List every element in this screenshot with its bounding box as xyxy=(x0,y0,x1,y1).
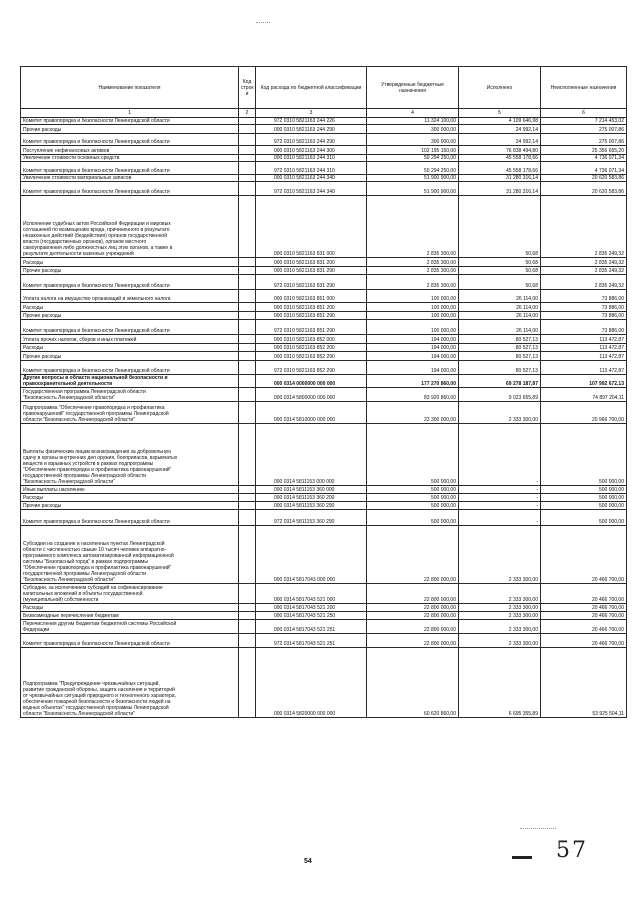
row-indicator-name: Прочие расходы xyxy=(21,502,239,510)
row-indicator-name: Расходы xyxy=(21,494,239,502)
row-remaining-amount: 20 466 700,00 xyxy=(541,584,627,604)
row-indicator-name: Подпрограмма "Предупреждение чрезвычайных ситуаций, развитие гражданской обороны, защита населения и территорий от чрезвычайных ситуаций природного и техногенного характера, обеспечение пожарной безопасности и безопасности людей на водных объектах" государственной программы Ленинградской области "Безопасность Ленинградской области" xyxy=(21,648,239,718)
table-row xyxy=(21,634,627,648)
column-number: 5 xyxy=(459,109,541,118)
row-budget-code: 000 0314 5800000 000 000 xyxy=(256,388,367,402)
header-remaining: Неисполненные назначения xyxy=(541,67,627,109)
row-executed-amount: - xyxy=(459,494,541,502)
row-line-code xyxy=(239,612,256,620)
table-row xyxy=(21,303,627,312)
row-budget-code: 000 0310 5821163 831 200 xyxy=(256,258,367,267)
row-executed-amount: 2 333 300,00 xyxy=(459,612,541,620)
row-budget-code: 000 0310 5821163 851 290 xyxy=(256,312,367,320)
row-remaining-amount: 73 886,00 xyxy=(541,303,627,312)
row-remaining-amount: 20 620 583,86 xyxy=(541,175,627,182)
row-approved-amount: 194 000,00 xyxy=(367,335,459,344)
row-remaining-amount: 113 472,87 xyxy=(541,344,627,352)
row-approved-amount: 2 835 300,00 xyxy=(367,196,459,258)
row-budget-code: 972 0310 5821163 244 226 xyxy=(256,118,367,125)
row-executed-amount: 31 280 316,14 xyxy=(459,182,541,196)
row-executed-amount: - xyxy=(459,486,541,494)
row-approved-amount: 22 800 000,00 xyxy=(367,604,459,612)
table-row xyxy=(21,290,627,303)
row-remaining-amount: 73 886,00 xyxy=(541,312,627,320)
table-row xyxy=(21,175,627,182)
handwritten-dash xyxy=(512,856,532,859)
row-approved-amount: 100 000,00 xyxy=(367,303,459,312)
row-line-code xyxy=(239,634,256,648)
row-executed-amount: 2 333 300,00 xyxy=(459,584,541,604)
row-approved-amount: 500 000,00 xyxy=(367,424,459,486)
row-remaining-amount: 107 992 672,13 xyxy=(541,375,627,388)
row-approved-amount: 194 000,00 xyxy=(367,344,459,352)
row-line-code xyxy=(239,494,256,502)
row-executed-amount: 69 278 187,87 xyxy=(459,375,541,388)
row-budget-code: 000 0314 5817043 000 000 xyxy=(256,526,367,584)
row-budget-code: 000 0310 5821163 851 000 xyxy=(256,290,367,303)
row-approved-amount: 11 324 100,00 xyxy=(367,118,459,125)
row-indicator-name: Расходы xyxy=(21,303,239,312)
row-remaining-amount: 113 472,87 xyxy=(541,361,627,375)
row-remaining-amount: 4 736 071,34 xyxy=(541,155,627,162)
row-approved-amount: 51 900 900,00 xyxy=(367,182,459,196)
budget-execution-table xyxy=(20,66,627,718)
column-number: 4 xyxy=(367,109,459,118)
row-executed-amount: 6 695 355,89 xyxy=(459,648,541,718)
row-budget-code: 000 0314 5811153 360 200 xyxy=(256,494,367,502)
row-executed-amount: 50,68 xyxy=(459,196,541,258)
row-budget-code: 000 0310 5821163 831 290 xyxy=(256,267,367,275)
row-indicator-name: Выплаты физическим лицам вознаграждения за добровольную сдачу в органы внутренних дел оружия, боеприпасов, взрывчатых веществ и взрывных устройств в рамках подпрограммы "Обеспечение правопорядка и профилактика правонарушений" государственной программы Ленинградской области "Безопасность Ленинградской области" xyxy=(21,424,239,486)
sheet-stamp-number: 57 xyxy=(556,838,588,863)
row-line-code xyxy=(239,344,256,352)
row-line-code xyxy=(239,312,256,320)
row-executed-amount: 2 333 300,00 xyxy=(459,620,541,634)
row-budget-code: 972 0310 5821163 831 290 xyxy=(256,275,367,290)
row-indicator-name: Подпрограмма "Обеспечение правопорядка и профилактика правонарушений" государственной программы Ленинградской области "Безопасность Ленинградской области" xyxy=(21,402,239,424)
row-approved-amount: 22 800 000,00 xyxy=(367,634,459,648)
row-remaining-amount: 74 897 204,11 xyxy=(541,388,627,402)
row-approved-amount: 2 835 300,00 xyxy=(367,275,459,290)
scan-artifact xyxy=(256,22,270,23)
row-remaining-amount: 500 000,00 xyxy=(541,502,627,510)
row-executed-amount: 50,68 xyxy=(459,275,541,290)
row-indicator-name: Другие вопросы в области национальной безопасности и правоохранительной деятельности xyxy=(21,375,239,388)
scan-artifact xyxy=(520,828,556,829)
row-line-code xyxy=(239,361,256,375)
row-line-code xyxy=(239,375,256,388)
row-executed-amount: - xyxy=(459,510,541,526)
row-approved-amount: 194 000,00 xyxy=(367,361,459,375)
row-budget-code: 000 0310 5821163 851 200 xyxy=(256,303,367,312)
row-budget-code: 972 0310 5821163 244 340 xyxy=(256,182,367,196)
header-row xyxy=(21,67,627,109)
row-line-code xyxy=(239,134,256,146)
row-approved-amount: 51 900 900,00 xyxy=(367,175,459,182)
header-approved: Утвержденные бюджетные назначения xyxy=(367,67,459,109)
row-executed-amount: - xyxy=(459,502,541,510)
table-row xyxy=(21,584,627,604)
header-executed: Исполнено xyxy=(459,67,541,109)
table-row xyxy=(21,162,627,175)
table-row xyxy=(21,258,627,267)
row-remaining-amount: 73 886,00 xyxy=(541,320,627,335)
row-budget-code: 000 0310 5821163 244 290 xyxy=(256,125,367,134)
row-remaining-amount: 2 835 249,32 xyxy=(541,258,627,267)
row-budget-code: 000 0310 5821163 852 200 xyxy=(256,344,367,352)
row-indicator-name: Иные выплаты населению xyxy=(21,486,239,494)
row-indicator-name: Безвозмездные перечисления бюджетам xyxy=(21,612,239,620)
row-budget-code: 000 0310 5821163 852 290 xyxy=(256,352,367,361)
row-indicator-name: Расходы xyxy=(21,604,239,612)
row-indicator-name: Комитет правопорядка и безопасности Ленинградской области xyxy=(21,162,239,175)
row-executed-amount: 50,68 xyxy=(459,267,541,275)
row-indicator-name: Комитет правопорядка и безопасности Ленинградской области xyxy=(21,118,239,125)
table-row xyxy=(21,486,627,494)
row-budget-code: 000 0314 5811153 000 000 xyxy=(256,424,367,486)
column-number: 3 xyxy=(256,109,367,118)
row-approved-amount: 50 294 250,00 xyxy=(367,162,459,175)
row-line-code xyxy=(239,196,256,258)
header-line-code: Код строк и xyxy=(239,67,256,109)
column-number: 2 xyxy=(239,109,256,118)
row-indicator-name: Увеличение стоимости материальных запасов xyxy=(21,175,239,182)
row-budget-code: 000 0314 5817043 521 250 xyxy=(256,612,367,620)
row-line-code xyxy=(239,502,256,510)
table-row xyxy=(21,388,627,402)
row-indicator-name: Уплата прочих налогов, сборов и иных платежей xyxy=(21,335,239,344)
row-line-code xyxy=(239,258,256,267)
row-approved-amount: 500 000,00 xyxy=(367,494,459,502)
row-executed-amount: 26 114,00 xyxy=(459,312,541,320)
row-approved-amount: 83 920 860,00 xyxy=(367,388,459,402)
row-line-code xyxy=(239,267,256,275)
row-line-code xyxy=(239,275,256,290)
row-indicator-name: Комитет правопорядка и безопасности Ленинградской области xyxy=(21,634,239,648)
header-budget-code: Код расхода по бюджетной классификации xyxy=(256,67,367,109)
row-line-code xyxy=(239,352,256,361)
table-row xyxy=(21,275,627,290)
row-remaining-amount: 2 835 249,32 xyxy=(541,196,627,258)
row-approved-amount: 102 195 150,00 xyxy=(367,146,459,155)
row-indicator-name: Прочие расходы xyxy=(21,312,239,320)
row-executed-amount: - xyxy=(459,424,541,486)
row-budget-code: 972 0310 5821163 852 290 xyxy=(256,361,367,375)
row-remaining-amount: 20 620 583,86 xyxy=(541,182,627,196)
row-executed-amount: 2 333 300,00 xyxy=(459,526,541,584)
row-indicator-name: Расходы xyxy=(21,344,239,352)
table-row xyxy=(21,182,627,196)
row-line-code xyxy=(239,290,256,303)
row-approved-amount: 2 835 300,00 xyxy=(367,267,459,275)
table-row xyxy=(21,146,627,155)
row-executed-amount: 45 558 178,66 xyxy=(459,162,541,175)
row-approved-amount: 100 000,00 xyxy=(367,290,459,303)
row-executed-amount: 80 527,13 xyxy=(459,335,541,344)
table-row xyxy=(21,125,627,134)
row-line-code xyxy=(239,648,256,718)
row-approved-amount: 60 620 860,00 xyxy=(367,648,459,718)
table-row xyxy=(21,502,627,510)
row-line-code xyxy=(239,146,256,155)
table-row xyxy=(21,344,627,352)
row-approved-amount: 50 294 250,00 xyxy=(367,155,459,162)
row-approved-amount: 500 000,00 xyxy=(367,486,459,494)
table-row xyxy=(21,134,627,146)
row-line-code xyxy=(239,604,256,612)
row-approved-amount: 100 000,00 xyxy=(367,320,459,335)
row-remaining-amount: 500 000,00 xyxy=(541,494,627,502)
table-row xyxy=(21,620,627,634)
row-indicator-name: Комитет правопорядка и безопасности Ленинградской области xyxy=(21,320,239,335)
row-indicator-name: Прочие расходы xyxy=(21,352,239,361)
row-approved-amount: 22 800 000,00 xyxy=(367,620,459,634)
table-row xyxy=(21,612,627,620)
row-budget-code: 972 0310 5821163 244 310 xyxy=(256,162,367,175)
row-approved-amount: 22 800 000,00 xyxy=(367,584,459,604)
table-row xyxy=(21,510,627,526)
row-executed-amount: 2 333 300,00 xyxy=(459,402,541,424)
row-approved-amount: 300 000,00 xyxy=(367,125,459,134)
row-line-code xyxy=(239,486,256,494)
row-line-code xyxy=(239,388,256,402)
row-remaining-amount: 500 000,00 xyxy=(541,510,627,526)
table-row xyxy=(21,361,627,375)
row-approved-amount: 2 835 300,00 xyxy=(367,258,459,267)
row-line-code xyxy=(239,584,256,604)
row-line-code xyxy=(239,335,256,344)
row-approved-amount: 177 270 860,00 xyxy=(367,375,459,388)
row-remaining-amount: 7 214 453,02 xyxy=(541,118,627,125)
row-line-code xyxy=(239,125,256,134)
row-budget-code: 000 0314 0000000 000 000 xyxy=(256,375,367,388)
row-executed-amount: 80 527,13 xyxy=(459,352,541,361)
row-indicator-name: Субсидии, за исключением субсидий на софинансирование капитальных вложений в объекты государственной (муниципальной) собственности xyxy=(21,584,239,604)
row-remaining-amount: 53 925 504,11 xyxy=(541,648,627,718)
row-executed-amount: 80 527,13 xyxy=(459,344,541,352)
row-indicator-name: Комитет правопорядка и безопасности Ленинградской области xyxy=(21,275,239,290)
column-number-row xyxy=(21,109,627,118)
row-remaining-amount: 113 472,87 xyxy=(541,335,627,344)
row-remaining-amount: 2 835 249,32 xyxy=(541,267,627,275)
row-line-code xyxy=(239,424,256,486)
row-line-code xyxy=(239,162,256,175)
page-number: 54 xyxy=(304,858,312,865)
row-remaining-amount: 20 466 700,00 xyxy=(541,604,627,612)
row-indicator-name: Расходы xyxy=(21,258,239,267)
table-row xyxy=(21,648,627,718)
row-approved-amount: 100 000,00 xyxy=(367,312,459,320)
row-remaining-amount: 4 736 071,34 xyxy=(541,162,627,175)
row-remaining-amount: 2 835 249,32 xyxy=(541,275,627,290)
table-row xyxy=(21,335,627,344)
row-budget-code: 972 0314 5811153 360 290 xyxy=(256,510,367,526)
row-indicator-name: Исполнение судебных актов Российской Федерации и мировых соглашений по возмещению вреда, причиненного в результате незаконных действий (бездействия) органов государственной власти (государственных органов), органов местного самоуправления либо должностных лиц этих органов, а также в результате деятельности казенных учреждений xyxy=(21,196,239,258)
row-indicator-name: Комитет правопорядка и безопасности Ленинградской области xyxy=(21,510,239,526)
table-row xyxy=(21,118,627,125)
row-budget-code: 000 0310 5821163 244 310 xyxy=(256,155,367,162)
row-remaining-amount: 20 966 700,00 xyxy=(541,402,627,424)
row-approved-amount: 194 000,00 xyxy=(367,352,459,361)
row-approved-amount: 500 000,00 xyxy=(367,510,459,526)
row-remaining-amount: 113 472,87 xyxy=(541,352,627,361)
row-line-code xyxy=(239,620,256,634)
row-executed-amount: 2 333 300,00 xyxy=(459,604,541,612)
table-row xyxy=(21,402,627,424)
row-executed-amount: 4 109 646,98 xyxy=(459,118,541,125)
row-approved-amount: 22 800 000,00 xyxy=(367,612,459,620)
row-remaining-amount: 20 466 700,00 xyxy=(541,612,627,620)
table-body xyxy=(21,118,627,718)
table-row xyxy=(21,526,627,584)
row-budget-code: 972 0314 5817043 521 251 xyxy=(256,634,367,648)
row-executed-amount: 24 992,14 xyxy=(459,125,541,134)
row-executed-amount: 50,68 xyxy=(459,258,541,267)
row-remaining-amount: 500 000,00 xyxy=(541,424,627,486)
table-row xyxy=(21,375,627,388)
row-budget-code: 000 0314 5811153 360 290 xyxy=(256,502,367,510)
row-executed-amount: 24 992,14 xyxy=(459,134,541,146)
row-line-code xyxy=(239,526,256,584)
row-executed-amount: 31 280 316,14 xyxy=(459,175,541,182)
header-indicator-name: Наименование показателя xyxy=(21,67,239,109)
row-budget-code: 000 0314 5817043 521 000 xyxy=(256,584,367,604)
table-row xyxy=(21,424,627,486)
column-number: 6 xyxy=(541,109,627,118)
row-budget-code: 000 0314 5820000 000 000 xyxy=(256,648,367,718)
row-approved-amount: 23 300 000,00 xyxy=(367,402,459,424)
row-executed-amount: 45 558 178,66 xyxy=(459,155,541,162)
row-executed-amount: 9 023 655,89 xyxy=(459,388,541,402)
row-executed-amount: 2 333 300,00 xyxy=(459,634,541,648)
row-line-code xyxy=(239,118,256,125)
row-executed-amount: 80 527,13 xyxy=(459,361,541,375)
row-indicator-name: Субсидии на создание в населенных пунктах Ленинградской области с численностью свыше 10 тысяч человек аппаратно- программного комплекса автоматизированной информационной системы "Безопасный город" в рамках подпрограммы "Обеспечение правопорядка и профилактика правонарушений" государственной программы Ленинградской области "Безопасность Ленинградской области" xyxy=(21,526,239,584)
row-budget-code: 000 0314 5810000 000 000 xyxy=(256,402,367,424)
row-indicator-name: Государственная программа Ленинградской области "Безопасность Ленинградской области" xyxy=(21,388,239,402)
row-executed-amount: 26 114,00 xyxy=(459,320,541,335)
row-line-code xyxy=(239,175,256,182)
table-row xyxy=(21,494,627,502)
row-indicator-name: Комитет правопорядка и безопасности Ленинградской области xyxy=(21,182,239,196)
row-budget-code: 000 0314 5811153 360 000 xyxy=(256,486,367,494)
table-row xyxy=(21,196,627,258)
row-remaining-amount: 20 466 700,00 xyxy=(541,620,627,634)
row-indicator-name: Уплата налога на имущество организаций и земельного налога xyxy=(21,290,239,303)
row-indicator-name: Перечисления другим бюджетам бюджетной системы Российской Федерации xyxy=(21,620,239,634)
row-executed-amount: 76 838 494,80 xyxy=(459,146,541,155)
row-approved-amount: 300 000,00 xyxy=(367,134,459,146)
row-remaining-amount: 25 356 655,20 xyxy=(541,146,627,155)
row-indicator-name: Поступление нефинансовых активов xyxy=(21,146,239,155)
row-line-code xyxy=(239,155,256,162)
table-row xyxy=(21,320,627,335)
row-budget-code: 000 0310 5821163 244 300 xyxy=(256,146,367,155)
row-indicator-name: Прочие расходы xyxy=(21,267,239,275)
row-budget-code: 000 0310 5821163 852 000 xyxy=(256,335,367,344)
row-budget-code: 000 0310 5821163 244 340 xyxy=(256,175,367,182)
row-remaining-amount: 275 007,86 xyxy=(541,125,627,134)
column-number: 1 xyxy=(21,109,239,118)
row-line-code xyxy=(239,510,256,526)
row-indicator-name: Прочие расходы xyxy=(21,125,239,134)
row-remaining-amount: 500 000,00 xyxy=(541,486,627,494)
row-approved-amount: 22 800 000,00 xyxy=(367,526,459,584)
table-row xyxy=(21,155,627,162)
row-indicator-name: Комитет правопорядка и безопасности Ленинградской области xyxy=(21,361,239,375)
row-remaining-amount: 73 886,00 xyxy=(541,290,627,303)
row-budget-code: 000 0310 5821163 831 000 xyxy=(256,196,367,258)
row-remaining-amount: 20 466 700,00 xyxy=(541,634,627,648)
row-line-code xyxy=(239,402,256,424)
row-budget-code: 972 0310 5821163 851 290 xyxy=(256,320,367,335)
table-row xyxy=(21,604,627,612)
row-line-code xyxy=(239,303,256,312)
row-line-code xyxy=(239,320,256,335)
row-line-code xyxy=(239,182,256,196)
table-row xyxy=(21,312,627,320)
row-executed-amount: 26 114,00 xyxy=(459,290,541,303)
row-indicator-name: Увеличение стоимости основных средств xyxy=(21,155,239,162)
table-row xyxy=(21,352,627,361)
row-executed-amount: 26 114,00 xyxy=(459,303,541,312)
row-remaining-amount: 20 466 700,00 xyxy=(541,526,627,584)
row-approved-amount: 500 000,00 xyxy=(367,502,459,510)
row-remaining-amount: 275 007,86 xyxy=(541,134,627,146)
row-indicator-name: Комитет правопорядка и безопасности Ленинградской области xyxy=(21,134,239,146)
table-row xyxy=(21,267,627,275)
row-budget-code: 000 0314 5817043 521 200 xyxy=(256,604,367,612)
row-budget-code: 972 0310 5821163 244 290 xyxy=(256,134,367,146)
row-budget-code: 000 0314 5817043 521 251 xyxy=(256,620,367,634)
